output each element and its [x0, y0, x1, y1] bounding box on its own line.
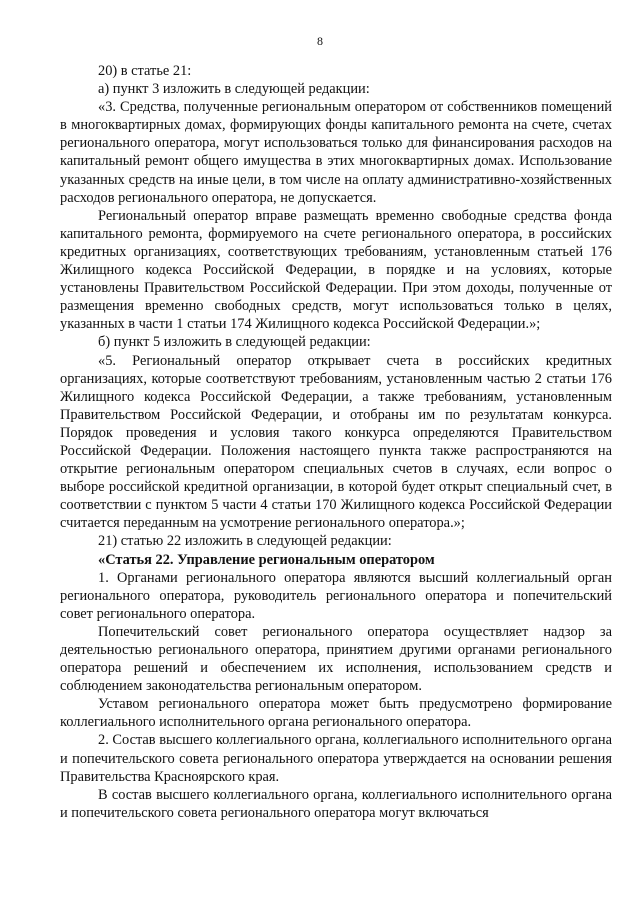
article-22-point-2: 2. Состав высшего коллегиального органа, коллегиального исполнительного органа и попечительского совета регионального оператора утверждается на основании решения Правительства Красноярского края.: [60, 732, 612, 785]
document-body: [60, 62, 612, 822]
article-22-heading: «Статья 22. Управление региональным оператором: [98, 551, 435, 568]
composition-paragraph: В состав высшего коллегиального органа, коллегиального исполнительного органа и попечительского совета регионального оператора могут включаться: [60, 786, 612, 821]
list-item-20: 20) в статье 21:: [98, 63, 192, 79]
board-of-trustees-paragraph: Попечительский совет регионального оператора осуществляет надзор за деятельностью регионального оператора, принятием другими органами регионального оператора решений и обеспечением их исполнения, использованием средств и соблюдением законодательства региональным оператором.: [60, 623, 612, 695]
subitem-b: б) пункт 5 изложить в следующей редакции:: [98, 334, 371, 351]
clause-5-paragraph: «5. Региональный оператор открывает счета в российских кредитных организациях, которые соответствуют требованиям, установленным частью 2 статьи 176 Жилищного кодекса Российской Федерации, а также требованиям, установленным Правительством Российской Федерации, и отобраны им по результатам конкурса. Порядок проведения и условия такого конкурса определяются Правительством Российской Федерации. Положения настоящего пункта также распространяются на открытие региональным оператором специальных счетов в случаях, если вопрос о выборе российской кредитной организации, в которой будет открыт специальный счет, в соответствии с пунктом 5 части 4 статьи 170 Жилищного кодекса Российской Федерации считается переданным на усмотрение регионального оператора.»;: [60, 352, 612, 532]
charter-paragraph: Уставом регионального оператора может быть предусмотрено формирование коллегиального исполнительного органа регионального оператора.: [60, 696, 612, 731]
clause-3-paragraph: «3. Средства, полученные региональным оператором от собственников помещений в многоквартирных домах, формирующих фонды капитального ремонта на счете, счетах регионального оператора, могут использоваться только для финансирования расходов на капитальный ремонт общего имущества в этих многоквартирных домах. Использование указанных средств на иные цели, в том числе на оплату административно-хозяйственных расходов регионального оператора, не допускается.: [60, 99, 612, 206]
list-item-21: 21) статью 22 изложить в следующей редакции:: [98, 533, 392, 550]
subitem-a: а) пункт 3 изложить в следующей редакции:: [98, 81, 370, 98]
clause-3-continuation: Региональный оператор вправе размещать временно свободные средства фонда капитального ремонта, формируемого на счете регионального оператора, в российских кредитных организациях, соответствующих требованиям, установленным статьей 176 Жилищного кодекса Российской Федерации, в порядке и на условиях, которые установлены Правительством Российской Федерации. При этом доходы, полученные от размещения временно свободных средств, могут использоваться только в целях, указанных в части 1 статьи 174 Жилищного кодекса Российской Федерации.»;: [60, 207, 612, 333]
page-number: 8: [317, 34, 323, 48]
article-22-point-1: 1. Органами регионального оператора являются высший коллегиальный орган регионального оператора, руководитель регионального оператора и попечительский совет регионального оператора.: [60, 569, 612, 622]
